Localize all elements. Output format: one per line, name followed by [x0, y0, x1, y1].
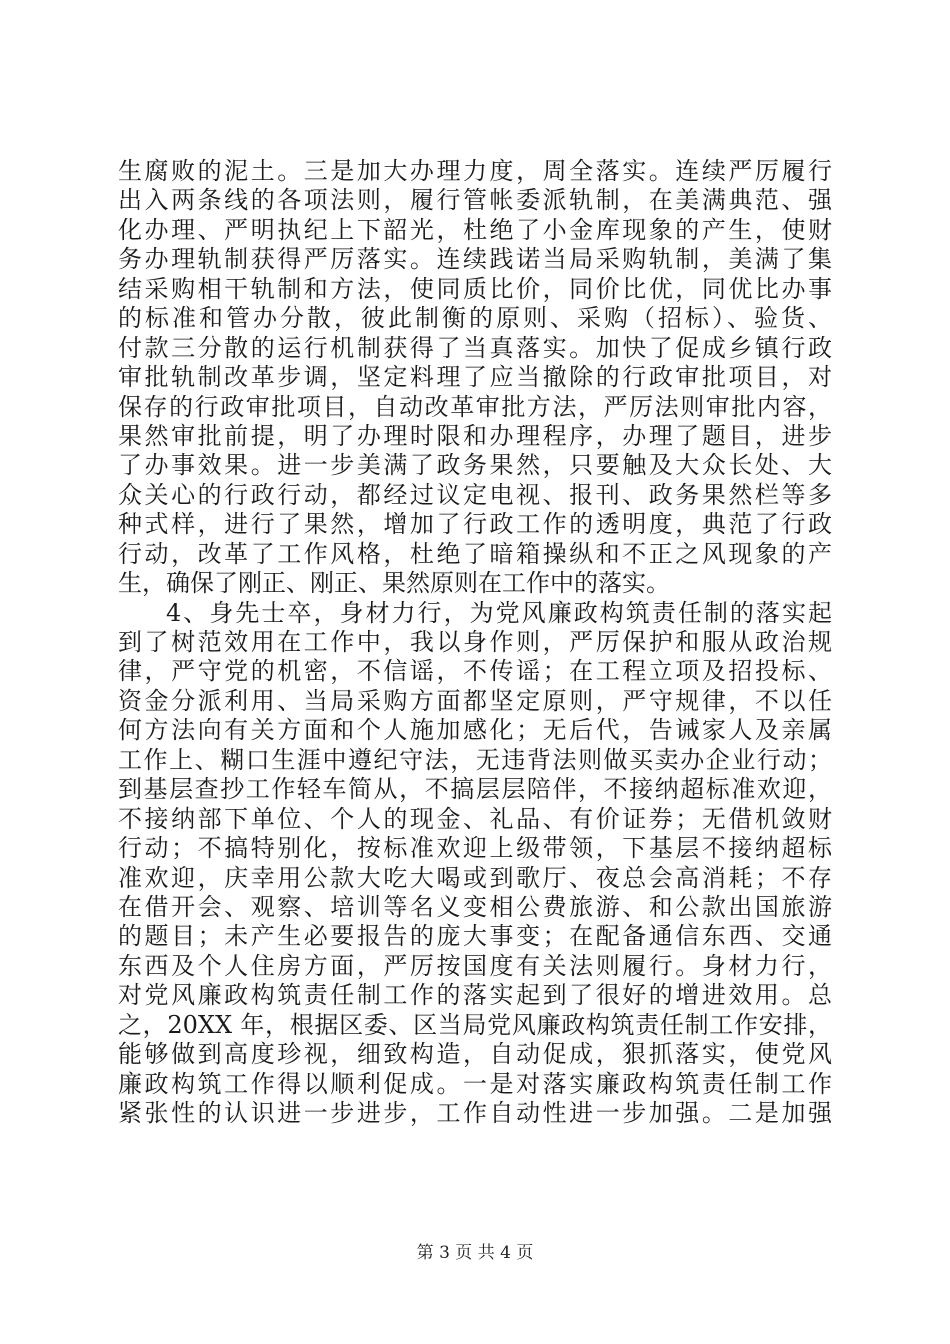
- text-line: 之，20XX 年，根据区委、区当局党风廉政构筑责任制工作安排，: [118, 1010, 832, 1039]
- document-body: [118, 157, 832, 1128]
- text-line: 审批轨制改革步调，坚定料理了应当撤除的行政审批项目，对: [118, 363, 832, 392]
- text-line: 化办理、严明执纪上下韶光，杜绝了小金库现象的产生，使财: [118, 215, 832, 244]
- text-line: 付款三分散的运行机制获得了当真落实。加快了促成乡镇行政: [118, 333, 832, 362]
- text-line: 对党风廉政构筑责任制工作的落实起到了很好的增进效用。总: [118, 981, 832, 1010]
- text-line: 不接纳部下单位、个人的现金、礼品、有价证券；无借机敛财: [118, 804, 832, 833]
- text-line: 务办理轨制获得严厉落实。连续践诺当局采购轨制，美满了集: [118, 245, 832, 274]
- text-line: 资金分派利用、当局采购方面都坚定原则，严守规律，不以任: [118, 686, 832, 715]
- text-line: 生腐败的泥土。三是加大办理力度，周全落实。连续严厉履行: [118, 157, 832, 185]
- text-line: 生，确保了刚正、刚正、果然原则在工作中的落实。: [118, 569, 670, 598]
- text-line: 出入两条线的各项法则，履行管帐委派轨制，在美满典范、强: [118, 186, 832, 215]
- text-line: 到了树范效用在工作中，我以身作则，严厉保护和服从政治规: [118, 628, 832, 656]
- text-line: 律，严守党的机密，不信谣，不传谣；在工程立项及招投标、: [118, 657, 832, 686]
- text-line: 果然审批前提，明了办理时限和办理程序，办理了题目，进步: [118, 421, 832, 450]
- text-line: 的标准和管办分散，彼此制衡的原则、采购（招标）、验货、: [118, 304, 832, 333]
- text-line: 在借开会、观察、培训等名义变相公费旅游、和公款出国旅游: [118, 892, 832, 921]
- text-line: 行动，改革了工作风格，杜绝了暗箱操纵和不正之风现象的产: [118, 539, 832, 568]
- text-line: 何方法向有关方面和个人施加感化；无后代，告诫家人及亲属: [118, 716, 832, 745]
- text-line: 结采购相干轨制和方法，使同质比价，同价比优，同优比办事: [118, 274, 832, 303]
- text-line: 众关心的行政行动，都经过议定电视、报刊、政务果然栏等多: [118, 480, 832, 509]
- text-line: 工作上、糊口生涯中遵纪守法，无违背法则做买卖办企业行动；: [118, 745, 832, 774]
- text-line: 行动；不搞特别化，按标准欢迎上级带领，下基层不接纳超标: [118, 834, 832, 863]
- text-line: 4、身先士卒，身材力行，为党风廉政构筑责任制的落实起: [166, 598, 832, 627]
- text-line: 紧张性的认识进一步进步，工作自动性进一步加强。二是加强: [118, 1099, 832, 1127]
- text-line: 的题目；未产生必要报告的庞大事变；在配备通信东西、交通: [118, 922, 832, 951]
- text-line: 种式样，进行了果然，增加了行政工作的透明度，典范了行政: [118, 510, 832, 539]
- text-line: 了办事效果。进一步美满了政务果然，只要触及大众长处、大: [118, 451, 832, 480]
- text-line: 能够做到高度珍视，细致构造，自动促成，狠抓落实，使党风: [118, 1040, 832, 1069]
- text-line: 保存的行政审批项目，自动改革审批方法，严厉法则审批内容，: [118, 392, 832, 421]
- page-number-footer: 第 3 页 共 4 页: [416, 1243, 534, 1263]
- text-line: 到基层查抄工作轻车简从，不搞层层陪伴，不接纳超标准欢迎，: [118, 775, 832, 804]
- text-line: 廉政构筑工作得以顺利促成。一是对落实廉政构筑责任制工作: [118, 1069, 832, 1098]
- text-line: 东西及个人住房方面，严厉按国度有关法则履行。身材力行，: [118, 951, 832, 980]
- text-line: 准欢迎，庆幸用公款大吃大喝或到歌厅、夜总会高消耗；不存: [118, 863, 832, 892]
